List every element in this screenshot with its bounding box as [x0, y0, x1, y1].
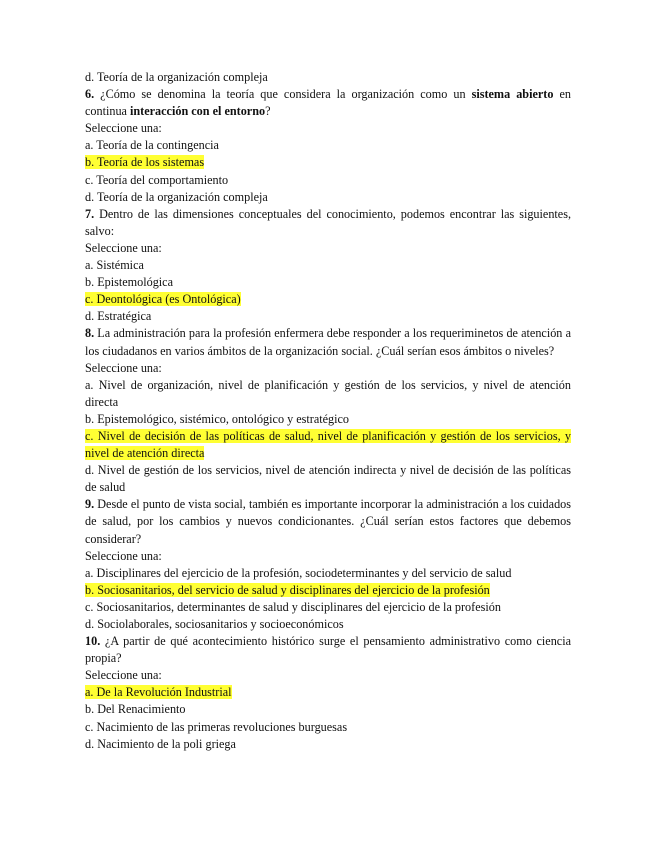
q10-select-label: Seleccione una:: [85, 668, 162, 683]
q9-option-d[interactable]: d. Sociolaborales, sociosanitarios y socioeconómicos: [85, 617, 344, 631]
highlighted-answer: c. Deontológica (es Ontológica): [85, 292, 241, 307]
q7-question: 7. Dentro de las dimensiones conceptuales del conocimiento, podemos encontrar las siguientes, salvo:: [85, 206, 571, 238]
q9-question: 9. Desde el punto de vista social, también es importante incorporar la administración a los cuidados de salud, por los cambios y nuevos condicionantes. ¿Cuál serían estos factores que debemos considerar?: [85, 497, 571, 546]
q8-option-d[interactable]: d. Nivel de gestión de los servicios, nivel de atención indirecta y nivel de decisión de las políticas de salud: [85, 463, 571, 495]
document-page: [85, 69, 571, 753]
q9-option-a[interactable]: a. Disciplinares del ejercicio de la profesión, sociodeterminantes y del servicio de salud: [85, 565, 512, 580]
q6-select-label: Seleccione una:: [85, 121, 162, 136]
q10-option-d[interactable]: d. Nacimiento de la poli griega: [85, 736, 236, 751]
q8-select-label: Seleccione una:: [85, 360, 162, 375]
q6-option-a[interactable]: a. Teoría de la contingencia: [85, 138, 219, 153]
q7-select-label: Seleccione una:: [85, 240, 162, 255]
q6-bold-term-1: sistema abierto: [471, 87, 554, 102]
q9-option-b[interactable]: [85, 582, 571, 599]
q8-number: 8.: [85, 326, 95, 341]
q9-option-c[interactable]: c. Sociosanitarios, determinantes de salud y disciplinares del ejercicio de la profesión: [85, 599, 501, 614]
highlighted-answer: c. Nivel de decisión de las políticas de salud, nivel de planificación y gestión de los servicios, y nivel de atención directa: [85, 428, 571, 461]
highlighted-answer: a. De la Revolución Industrial: [85, 685, 232, 700]
q7-option-c[interactable]: [85, 291, 571, 308]
highlighted-answer: b. Sociosanitarios, del servicio de salud y disciplinares del ejercicio de la profesión: [85, 582, 490, 597]
q9-select-label: Seleccione una:: [85, 548, 162, 563]
q8-question: 8. La administración para la profesión enfermera debe responder a los requeriminetos de atención a los ciudadanos en varios ámbitos de la organización social. ¿Cuál serían esos ámbitos o niveles?: [85, 326, 571, 358]
q8-option-c[interactable]: [85, 428, 571, 462]
highlighted-answer: b. Teoría de los sistemas: [85, 155, 205, 170]
q6-question: 6. ¿Cómo se denomina la teoría que considera la organización como un sistema abierto en continua interacción con el entorno?: [85, 87, 571, 119]
q10-number: 10.: [85, 634, 101, 649]
q5-option-d: d. Teoría de la organización compleja: [85, 70, 268, 84]
q10-option-b[interactable]: b. Del Renacimiento: [85, 702, 186, 717]
q10-option-a[interactable]: [85, 684, 571, 701]
q7-option-d[interactable]: d. Estratégica: [85, 309, 152, 324]
q7-option-b[interactable]: b. Epistemológica: [85, 275, 174, 290]
q7-number: 7.: [85, 206, 95, 221]
q6-option-b[interactable]: [85, 154, 571, 171]
q6-number: 6.: [85, 87, 95, 102]
q9-number: 9.: [85, 497, 95, 512]
q8-option-a[interactable]: a. Nivel de organización, nivel de planificación y gestión de los servicios, y nivel de atención directa: [85, 377, 571, 409]
q6-option-d[interactable]: d. Teoría de la organización compleja: [85, 189, 268, 204]
q10-question: 10. ¿A partir de qué acontecimiento histórico surge el pensamiento administrativo como ciencia propia?: [85, 634, 571, 666]
q6-bold-term-2: interacción con el entorno: [130, 104, 266, 119]
q10-option-c[interactable]: c. Nacimiento de las primeras revoluciones burguesas: [85, 719, 348, 734]
q7-option-a[interactable]: a. Sistémica: [85, 258, 144, 273]
q8-option-b[interactable]: b. Epistemológico, sistémico, ontológico y estratégico: [85, 411, 350, 426]
q6-option-c[interactable]: c. Teoría del comportamiento: [85, 172, 229, 187]
